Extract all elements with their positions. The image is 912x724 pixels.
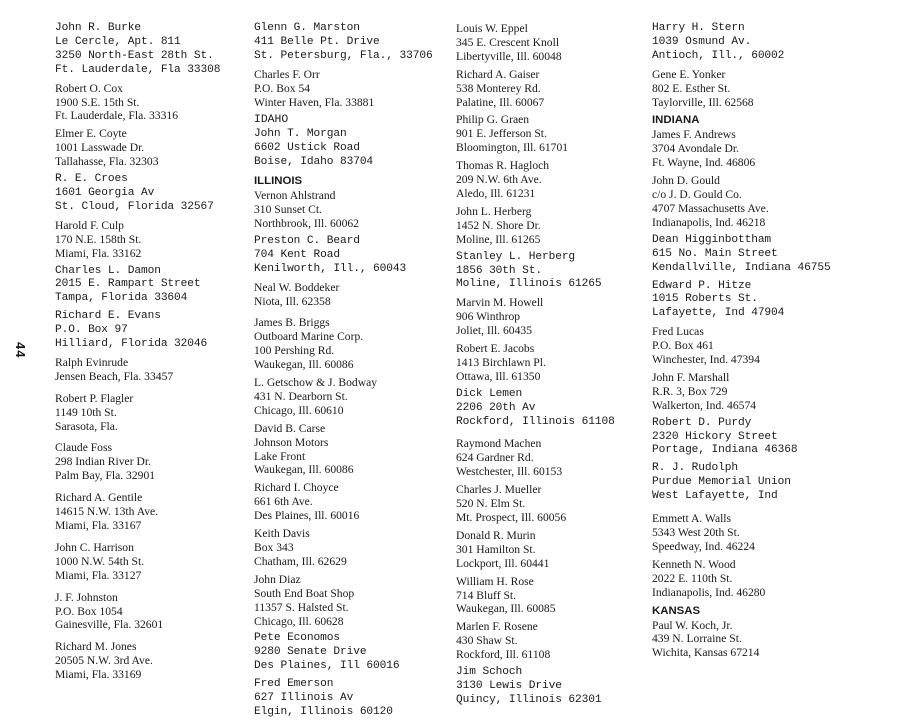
entry-address-line: Ft. Lauderdale, Fla 33308	[55, 63, 221, 76]
entry-name: Paul W. Koch, Jr.	[652, 618, 733, 632]
address-entry	[254, 481, 449, 523]
entry-address-line: 1039 Osmund Av.	[652, 35, 752, 48]
entry-address-line: 11357 S. Halsted St.	[254, 600, 349, 614]
entry-name: Richard A. Gentile	[55, 491, 143, 505]
entry-name: Philip G. Graen	[456, 113, 530, 127]
entry-address-line: 802 E. Esther St.	[652, 81, 731, 95]
entry-address-line: Niota, Ill. 62358	[254, 294, 331, 308]
address-entry	[254, 376, 449, 418]
entry-address-line: Box 343	[254, 541, 294, 554]
entry-address-line: Antioch, Ill., 60002	[652, 49, 785, 62]
entry-address-line: Speedway, Ind. 46224	[652, 539, 755, 553]
entry-address-line: 170 N.E. 158th St.	[55, 232, 142, 246]
address-entry	[55, 22, 245, 78]
entry-address-line: Waukegan, Ill. 60086	[254, 358, 354, 372]
address-entry	[55, 491, 245, 533]
entry-address-line: Miami, Fla. 33167	[55, 519, 142, 532]
entry-name: John L. Herberg	[456, 204, 532, 218]
entry-name: Marvin M. Howell	[456, 296, 544, 310]
entry-name: Donald R. Murin	[456, 528, 536, 542]
entry-address-line: Boise, Idaho 83704	[254, 156, 374, 169]
entry-address-line: Outboard Marine Corp.	[254, 330, 364, 344]
entry-address-line: Moline, Illinois 61265	[456, 278, 602, 291]
entry-address-line: 3704 Avondale Dr.	[652, 142, 740, 156]
entry-name: Robert E. Jacobs	[456, 342, 535, 356]
page-number: 44	[13, 342, 28, 359]
address-entry	[55, 265, 245, 307]
entry-address-line: 1452 N. Shore Dr.	[456, 218, 541, 232]
entry-address-line: 20505 N.W. 3rd Ave.	[55, 654, 153, 668]
address-entry	[55, 356, 245, 384]
entry-address-line: 1601 Georgia Av	[55, 186, 155, 199]
address-entry	[456, 251, 646, 293]
entry-name: Gene E. Yonker	[652, 67, 726, 81]
address-entry	[456, 113, 646, 155]
address-entry	[652, 371, 902, 413]
address-entry	[55, 441, 245, 483]
address-entry	[456, 22, 646, 64]
entry-name: Richard E. Evans	[55, 310, 161, 323]
address-entry	[652, 280, 902, 322]
entry-address-line: Miami, Fla. 33162	[55, 246, 142, 260]
entry-address-line: 6602 Ustick Road	[254, 142, 360, 155]
entry-address-line: 661 6th Ave.	[254, 495, 313, 509]
entry-address-line: 3250 North-East 28th St.	[55, 49, 214, 62]
address-entry	[652, 558, 902, 600]
entry-address-line: Palatine, Ill. 60067	[456, 95, 545, 109]
entry-address-line: 100 Pershing Rd.	[254, 344, 335, 358]
entry-name: Raymond Machen	[456, 437, 542, 451]
entry-address-line: Wichita, Kansas 67214	[652, 646, 760, 660]
entry-address-line: Westchester, Ill. 60153	[456, 465, 563, 479]
entry-address-line: Purdue Memorial Union	[652, 476, 791, 489]
entry-name: Richard I. Choyce	[254, 481, 339, 495]
address-entry	[254, 281, 449, 309]
entry-name: Fred Lucas	[652, 325, 704, 339]
entry-address-line: South End Boat Shop	[254, 586, 355, 600]
entry-address-line: Waukegan, Ill. 60086	[254, 463, 354, 477]
entry-address-line: 1900 S.E. 15th St.	[55, 95, 140, 109]
entry-address-line: St. Cloud, Florida 32567	[55, 200, 214, 213]
entry-address-line: 1000 N.W. 54th St.	[55, 554, 145, 568]
entry-address-line: Ottawa, Ill. 61350	[456, 369, 541, 383]
entry-address-line: Waukegan, Ill. 60085	[456, 602, 556, 616]
entry-name: Marlen F. Rosene	[456, 620, 538, 634]
entry-address-line: Kendallville, Indiana 46755	[652, 261, 831, 274]
entry-address-line: Northbrook, Ill. 60062	[254, 216, 359, 230]
entry-address-line: 1149 10th St.	[55, 405, 117, 419]
entry-address-line: Winchester, Ind. 47394	[652, 353, 760, 367]
entry-address-line: Moline, Ill. 61265	[456, 232, 541, 246]
entry-name: L. Getschow & J. Bodway	[254, 376, 378, 390]
entry-address-line: 3130 Lewis Drive	[456, 679, 562, 692]
entry-address-line: 439 N. Lorraine St.	[652, 632, 742, 646]
address-entry	[652, 417, 902, 459]
address-entry	[254, 68, 449, 110]
entry-address-line: 538 Monterey Rd.	[456, 81, 541, 95]
entry-address-line: 615 No. Main Street	[652, 247, 778, 260]
entry-name: Vernon Ahlstrand	[254, 189, 336, 203]
address-entry	[254, 573, 449, 629]
entry-name: Robert P. Flagler	[55, 391, 134, 405]
entry-address-line: 14615 N.W. 13th Ave.	[55, 505, 159, 519]
entry-address-line: West Lafayette, Ind	[652, 490, 778, 503]
address-entry	[254, 22, 449, 64]
entry-address-line: Indianapolis, Ind. 46218	[652, 215, 766, 229]
address-entry	[652, 462, 902, 504]
entry-address-line: P.O. Box 1054	[55, 604, 123, 618]
entry-name: Dick Lemen	[456, 387, 523, 400]
address-entry	[55, 82, 245, 124]
entry-address-line: Winter Haven, Fla. 33881	[254, 95, 375, 109]
entry-address-line: Lockport, Ill. 60441	[456, 556, 550, 570]
entry-address-line: Portage, Indiana 46368	[652, 444, 798, 457]
address-entry	[55, 392, 245, 434]
entry-address-line: 345 E. Crescent Knoll	[456, 35, 560, 49]
entry-name: J. F. Johnston	[55, 590, 118, 604]
entry-name: Robert O. Cox	[55, 81, 123, 95]
entry-name: Harold F. Culp	[55, 218, 124, 232]
entry-address-line: Elgin, Illinois 60120	[254, 705, 393, 718]
entry-address-line: 2206 20th Av	[456, 401, 536, 414]
entry-name: Harry H. Stern	[652, 22, 745, 34]
entry-address-line: Indianapolis, Ind. 46280	[652, 585, 766, 599]
state-heading: KANSAS	[652, 604, 701, 617]
address-entry	[456, 68, 646, 110]
entry-address-line: Kenilworth, Ill., 60043	[254, 262, 407, 275]
entry-name: John C. Harrison	[55, 540, 134, 554]
entry-name: David B. Carse	[254, 421, 326, 435]
entry-address-line: 411 Belle Pt. Drive	[254, 35, 380, 48]
column-3	[456, 22, 646, 712]
entry-name: R. J. Rudolph	[652, 462, 738, 475]
address-entry	[456, 437, 646, 479]
entry-address-line: 627 Illinois Av	[254, 692, 354, 705]
entry-address-line: Chatham, Ill. 62629	[254, 554, 347, 568]
entry-address-line: 2015 E. Rampart Street	[55, 278, 201, 291]
address-entry	[456, 529, 646, 571]
address-entry	[456, 159, 646, 201]
entry-name: Claude Foss	[55, 441, 113, 455]
entry-address-line: 1856 30th St.	[456, 264, 542, 277]
entry-name: William H. Rose	[456, 574, 534, 588]
entry-address-line: P.O. Box 461	[652, 339, 714, 353]
address-entry	[254, 678, 449, 720]
entry-address-line: R.R. 3, Box 729	[652, 384, 728, 398]
entry-name: Edward P. Hitze	[652, 279, 752, 292]
address-entry	[652, 128, 902, 170]
entry-address-line: Des Plaines, Ill. 60016	[254, 509, 360, 523]
entry-address-line: Joliet, Ill. 60435	[456, 324, 532, 338]
entry-name: Louis W. Eppel	[456, 22, 528, 35]
address-entry	[254, 527, 449, 569]
entry-address-line: Ft. Lauderdale, Fla. 33316	[55, 109, 178, 123]
entry-name: Fred Emerson	[254, 678, 334, 691]
entry-address-line: P.O. Box 54	[254, 81, 311, 95]
entry-address-line: Miami, Fla. 33169	[55, 668, 142, 682]
entry-address-line: 5343 West 20th St.	[652, 526, 740, 539]
entry-address-line: Des Plaines, Ill 60016	[254, 660, 400, 673]
entry-address-line: Quincy, Illinois 62301	[456, 693, 602, 706]
address-entry	[55, 173, 245, 215]
entry-address-line: Libertyville, Ill. 60048	[456, 49, 562, 63]
entry-name: Keith Davis	[254, 527, 310, 541]
entry-address-line: 714 Bluff St.	[456, 588, 517, 602]
entry-name: John R. Burke	[55, 22, 141, 34]
address-entry	[254, 189, 449, 231]
entry-address-line: 430 Shaw St.	[456, 634, 518, 648]
address-entry	[652, 22, 902, 64]
entry-address-line: Hilliard, Florida 32046	[55, 338, 208, 351]
entry-name: Jim Schoch	[456, 666, 523, 679]
address-entry	[456, 575, 646, 617]
entry-address-line: 301 Hamilton St.	[456, 542, 536, 556]
address-entry	[652, 325, 902, 367]
entry-name: Emmett A. Walls	[652, 512, 732, 526]
entry-address-line: c/o J. D. Gould Co.	[652, 188, 742, 202]
address-entry	[55, 127, 245, 169]
address-entry	[652, 619, 902, 661]
column-2	[254, 22, 449, 724]
column-4	[652, 22, 902, 664]
entry-address-line: Palm Bay, Fla. 32901	[55, 469, 156, 483]
address-entry	[456, 388, 646, 430]
entry-address-line: 901 E. Jefferson St.	[456, 127, 547, 141]
address-entry	[456, 296, 646, 338]
entry-address-line: Tallahasse, Fla. 32303	[55, 155, 159, 169]
entry-name: Pete Economos	[254, 632, 340, 645]
address-entry	[55, 219, 245, 261]
entry-address-line: 4707 Massachusetts Ave.	[652, 201, 769, 215]
entry-address-line: 298 Indian River Dr.	[55, 455, 151, 469]
address-entry	[254, 316, 449, 372]
entry-address-line: 310 Sunset Ct.	[254, 203, 322, 217]
entry-name: Thomas R. Hagloch	[456, 159, 550, 173]
address-entry	[55, 591, 245, 633]
column-1	[55, 22, 245, 686]
entry-name: Ralph Evinrude	[55, 355, 129, 369]
address-entry	[652, 174, 902, 230]
address-entry	[55, 310, 245, 352]
entry-address-line: Miami, Fla. 33127	[55, 568, 142, 582]
address-entry	[55, 640, 245, 682]
address-entry	[652, 512, 902, 554]
entry-name: Charles L. Damon	[55, 264, 161, 277]
entry-address-line: 2320 Hickory Street	[652, 430, 778, 443]
address-entry	[254, 632, 449, 674]
state-heading: ILLINOIS	[254, 175, 303, 188]
entry-address-line: Ft. Wayne, Ind. 46806	[652, 156, 756, 170]
state-heading: IDAHO	[254, 114, 289, 127]
entry-address-line: 2022 E. 110th St.	[652, 571, 733, 585]
entry-name: R. E. Croes	[55, 173, 128, 186]
entry-address-line: 209 N.W. 6th Ave.	[456, 173, 542, 187]
entry-address-line: Gainesville, Fla. 32601	[55, 618, 164, 632]
entry-address-line: Johnson Motors	[254, 435, 329, 449]
address-entry	[652, 234, 902, 276]
entry-name: John T. Morgan	[254, 128, 347, 141]
entry-address-line: Walkerton, Ind. 46574	[652, 398, 757, 412]
entry-address-line: 9280 Senate Drive	[254, 646, 367, 659]
entry-address-line: 906 Winthrop	[456, 310, 521, 324]
address-entry	[456, 205, 646, 247]
address-entry	[456, 620, 646, 662]
entry-address-line: Taylorville, Ill. 62568	[652, 95, 754, 109]
entry-name: Neal W. Boddeker	[254, 280, 340, 294]
entry-address-line: Chicago, Ill. 60610	[254, 403, 344, 417]
entry-address-line: P.O. Box 97	[55, 324, 128, 337]
entry-name: Stanley L. Herberg	[456, 250, 576, 263]
entry-name: James B. Briggs	[254, 316, 330, 330]
address-entry	[456, 666, 646, 708]
state-heading: INDIANA	[652, 114, 700, 127]
entry-name: Kenneth N. Wood	[652, 557, 736, 571]
entry-name: John Diaz	[254, 572, 301, 586]
address-entry	[456, 342, 646, 384]
entry-address-line: Bloomington, Ill. 61701	[456, 141, 569, 155]
entry-address-line: Rockford, Ill. 61108	[456, 648, 551, 662]
entry-address-line: 1001 Lasswade Dr.	[55, 141, 145, 155]
address-entry	[254, 422, 449, 478]
entry-address-line: St. Petersburg, Fla., 33706	[254, 49, 433, 62]
entry-address-line: Rockford, Illinois 61108	[456, 415, 615, 428]
address-entry	[55, 541, 245, 583]
entry-name: Richard M. Jones	[55, 640, 137, 654]
entry-address-line: 1015 Roberts St.	[652, 293, 758, 306]
entry-address-line: 704 Kent Road	[254, 248, 340, 261]
entry-name: John D. Gould	[652, 174, 720, 188]
entry-address-line: 624 Gardner Rd.	[456, 451, 534, 465]
address-entry	[254, 128, 449, 170]
address-entry	[456, 483, 646, 525]
entry-address-line: Jensen Beach, Fla. 33457	[55, 369, 174, 383]
entry-address-line: Tampa, Florida 33604	[55, 292, 188, 305]
entry-address-line: Lake Front	[254, 449, 306, 463]
entry-name: Richard A. Gaiser	[456, 67, 540, 81]
entry-name: Dean Higginbottham	[652, 233, 772, 246]
entry-name: James F. Andrews	[652, 128, 736, 142]
entry-name: Charles J. Mueller	[456, 483, 542, 497]
address-entry	[652, 68, 902, 110]
entry-address-line: Le Cercle, Apt. 811	[55, 35, 181, 48]
entry-address-line: 431 N. Dearborn St.	[254, 389, 348, 403]
entry-address-line: Sarasota, Fla.	[55, 419, 118, 433]
entry-address-line: 1413 Birchlawn Pl.	[456, 355, 546, 369]
entry-name: Preston C. Beard	[254, 234, 360, 247]
address-entry	[254, 235, 449, 277]
entry-address-line: 520 N. Elm St.	[456, 497, 526, 511]
entry-address-line: Chicago, Ill. 60628	[254, 614, 344, 628]
entry-name: Elmer E. Coyte	[55, 127, 127, 141]
entry-name: Robert D. Purdy	[652, 416, 752, 429]
entry-name: Glenn G. Marston	[254, 22, 360, 34]
entry-name: John F. Marshall	[652, 370, 730, 384]
entry-address-line: Aledo, Ill. 61231	[456, 186, 536, 200]
entry-address-line: Lafayette, Ind 47904	[652, 307, 785, 320]
entry-name: Charles F. Orr	[254, 67, 320, 81]
entry-address-line: Mt. Prospect, Ill. 60056	[456, 511, 567, 524]
